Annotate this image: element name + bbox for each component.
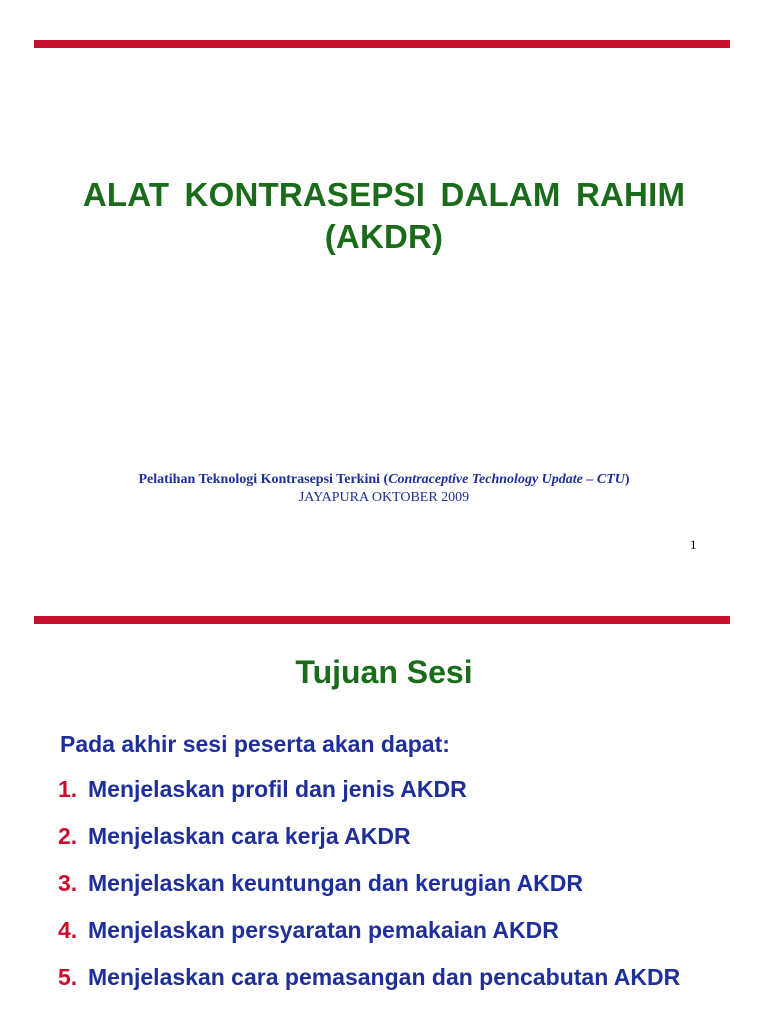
list-item xyxy=(58,868,698,899)
list-item-number: 2. xyxy=(58,823,78,849)
list-item-number: 1. xyxy=(58,776,78,802)
list-item-text: Menjelaskan persyaratan pemakaian AKDR xyxy=(88,917,559,943)
subtitle-prefix: Pelatihan Teknologi Kontrasepsi Terkini ( xyxy=(138,472,389,487)
list-item xyxy=(58,821,698,852)
list-item-text: Menjelaskan cara kerja AKDR xyxy=(88,823,411,849)
subtitle-date: JAYAPURA OKTOBER 2009 xyxy=(298,490,470,505)
objectives-list xyxy=(58,774,698,1009)
list-item-text: Menjelaskan keuntungan dan kerugian AKDR xyxy=(88,870,584,896)
list-item-text: Menjelaskan cara pemasangan dan pencabutan AKDR xyxy=(88,964,681,990)
title-line-2: (AKDR) xyxy=(324,218,444,255)
slide-2 xyxy=(0,600,768,1024)
page-number: 1 xyxy=(690,537,697,552)
list-item-number: 4. xyxy=(58,917,78,943)
section-heading: Tujuan Sesi xyxy=(295,654,473,690)
list-item xyxy=(58,962,698,993)
subtitle-italic: Contraceptive Technology Update – CTU xyxy=(388,472,625,487)
subtitle-line-1 xyxy=(40,471,728,489)
top-rule xyxy=(34,616,730,624)
slide-subtitle xyxy=(40,471,728,507)
list-item-number: 5. xyxy=(58,964,78,990)
list-item-number: 3. xyxy=(58,870,78,896)
top-rule xyxy=(34,40,730,48)
intro-text: Pada akhir sesi peserta akan dapat: xyxy=(60,731,450,757)
list-item xyxy=(58,915,698,946)
list-item xyxy=(58,774,698,805)
slide-title xyxy=(40,174,728,258)
title-line-1: ALAT KONTRASEPSI DALAM RAHIM xyxy=(82,176,686,213)
subtitle-suffix: ) xyxy=(624,472,630,487)
list-item-text: Menjelaskan profil dan jenis AKDR xyxy=(88,776,467,802)
